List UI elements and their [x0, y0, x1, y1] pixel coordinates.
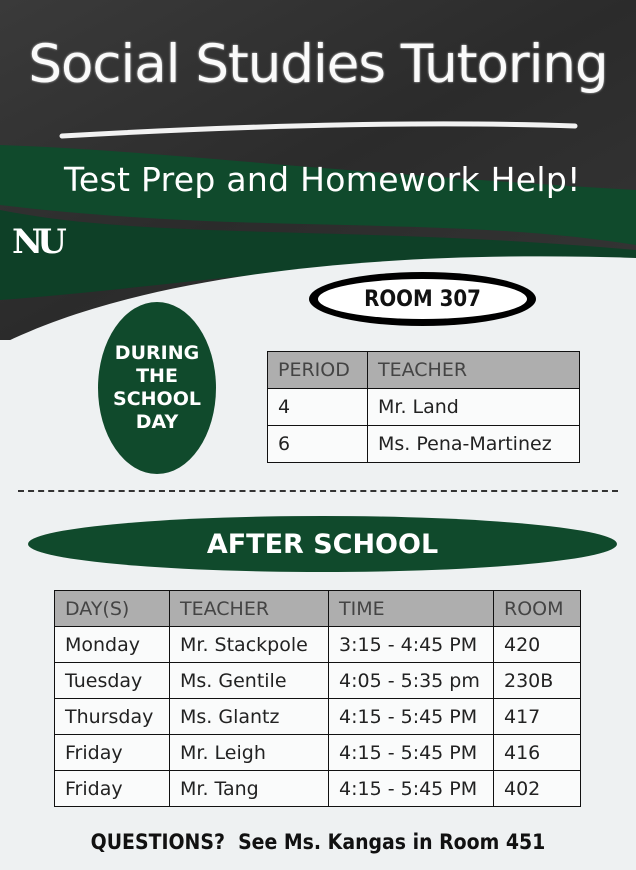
table-row	[268, 426, 580, 463]
table-row	[55, 771, 581, 807]
table-row	[55, 699, 581, 735]
after-school-table	[54, 590, 581, 807]
table-header-row	[268, 352, 580, 389]
during-school-day-badge	[98, 302, 216, 474]
badge-line: THE	[136, 365, 178, 387]
school-logo: NU	[12, 222, 61, 262]
column-header: TEACHER	[368, 352, 580, 389]
questions-footer	[0, 830, 636, 854]
column-header: DAY(S)	[55, 591, 170, 627]
badge-line: DURING	[114, 342, 200, 364]
table-cell: Mr. Tang	[170, 771, 329, 807]
column-header: TEACHER	[170, 591, 329, 627]
table-cell: Monday	[55, 627, 170, 663]
table-cell: 420	[494, 627, 581, 663]
column-header: PERIOD	[268, 352, 368, 389]
table-row	[55, 663, 581, 699]
table-cell: 402	[494, 771, 581, 807]
badge-line: SCHOOL	[113, 388, 201, 410]
table-cell: Ms. Glantz	[170, 699, 329, 735]
period-table	[267, 351, 580, 463]
table-cell: Ms. Gentile	[170, 663, 329, 699]
table-row	[268, 389, 580, 426]
table-row	[55, 735, 581, 771]
column-header: TIME	[329, 591, 494, 627]
table-cell: 417	[494, 699, 581, 735]
table-cell: 416	[494, 735, 581, 771]
table-cell: Thursday	[55, 699, 170, 735]
table-cell: Mr. Land	[368, 389, 580, 426]
table-cell: 4	[268, 389, 368, 426]
table-cell: 4:15 - 5:45 PM	[329, 771, 494, 807]
column-header: ROOM	[494, 591, 581, 627]
table-cell: 3:15 - 4:45 PM	[329, 627, 494, 663]
dashed-divider	[18, 490, 618, 492]
table-row	[55, 627, 581, 663]
table-cell: Mr. Leigh	[170, 735, 329, 771]
poster-title: Social Studies Tutoring	[28, 34, 608, 95]
table-cell: Tuesday	[55, 663, 170, 699]
poster-subtitle: Test Prep and Homework Help!	[64, 160, 581, 199]
table-cell: 4:15 - 5:45 PM	[329, 735, 494, 771]
questions-text: QUESTIONS? See Ms. Kangas in Room 451	[90, 830, 546, 854]
room-badge	[309, 272, 536, 326]
table-cell: Friday	[55, 771, 170, 807]
after-school-heading: AFTER SCHOOL	[28, 516, 617, 572]
badge-line: DAY	[135, 411, 179, 433]
room-label: ROOM 307	[318, 279, 527, 319]
table-cell: 4:05 - 5:35 pm	[329, 663, 494, 699]
table-cell: Ms. Pena-Martinez	[368, 426, 580, 463]
table-cell: 230B	[494, 663, 581, 699]
table-cell: 6	[268, 426, 368, 463]
table-cell: Mr. Stackpole	[170, 627, 329, 663]
table-cell: Friday	[55, 735, 170, 771]
table-cell: 4:15 - 5:45 PM	[329, 699, 494, 735]
table-header-row	[55, 591, 581, 627]
